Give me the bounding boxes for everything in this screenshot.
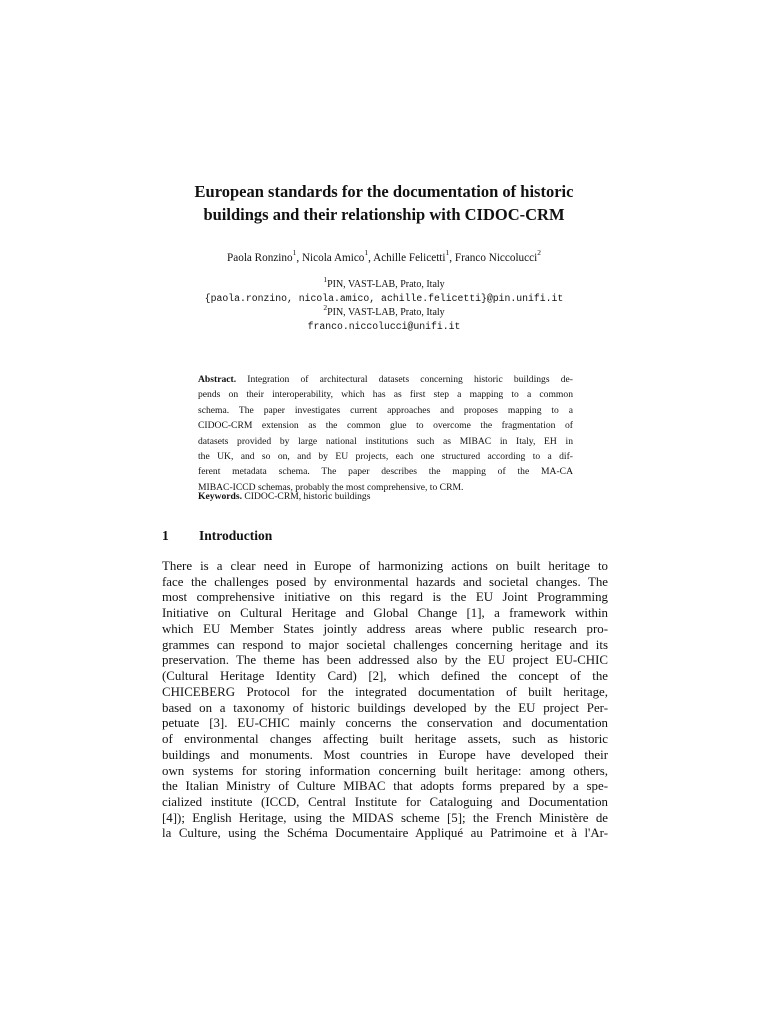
abstract-line: MIBAC-ICCD schemas, probably the most comprehensive, to CRM. bbox=[198, 481, 464, 493]
title-line-1: European standards for the documentation of historic bbox=[194, 182, 574, 201]
affiliation-2 bbox=[130, 302, 638, 320]
body-line: [4]); English Heritage, using the MIDAS scheme [5]; the French Ministère de bbox=[162, 810, 608, 825]
body-line: face the challenges posed by environmental hazards and societal changes. The bbox=[162, 574, 608, 589]
affiliation-marker: 1 bbox=[292, 248, 297, 258]
section-heading bbox=[162, 527, 272, 545]
section-title: Introduction bbox=[199, 528, 273, 543]
body-line: the Italian Ministry of Culture MIBAC that adopts forms prepared by a spe- bbox=[162, 779, 608, 794]
keywords-text: CIDOC-CRM, historic buildings bbox=[244, 491, 371, 502]
body-line: CHICEBERG Protocol for the integrated documentation of built heritage, bbox=[162, 684, 608, 699]
abstract-line: ferent metadata schema. The paper describes the mapping of the MA-CA bbox=[198, 466, 573, 478]
author-name: Franco Niccolucci bbox=[454, 252, 538, 264]
abstract bbox=[198, 372, 573, 495]
body-line: based on a taxonomy of historic buildings developed by the EU project Per- bbox=[162, 700, 608, 715]
section-number: 1 bbox=[162, 528, 169, 543]
abstract-line: schema. The paper investigates current approaches and proposes mapping to a bbox=[198, 404, 573, 416]
abstract-line: CIDOC-CRM extension as the common glue to overcome the fragmentation of bbox=[198, 420, 573, 432]
author-name: Nicola Amico bbox=[301, 252, 365, 264]
abstract-line: pends on their interoperability, which has as first step a mapping to a common bbox=[198, 389, 573, 401]
author-name: Paola Ronzino bbox=[227, 252, 293, 264]
body-line: There is a clear need in Europe of harmonizing actions on built heritage to bbox=[162, 559, 608, 573]
body-line: petuate [3]. EU-CHIC mainly concerns the conservation and documentation bbox=[162, 716, 608, 731]
affiliation-mark: 1 bbox=[323, 274, 328, 284]
affiliation-2-email: franco.niccolucci@unifi.it bbox=[307, 321, 461, 332]
abstract-line: datasets provided by large national institutions such as MIBAC in Italy, EH in bbox=[198, 435, 573, 447]
author-list: Paola Ronzino$^1$, Nicola Amico$^1$, Achille Felicetti$^1$, Franco Niccolucci$^2$ bbox=[227, 248, 541, 264]
body-line: most comprehensive initiative on this regard is the EU Joint Programming bbox=[162, 590, 608, 605]
body-text bbox=[162, 559, 608, 842]
abstract-label: Abstract. bbox=[198, 374, 237, 385]
affiliation-text: PIN, VAST-LAB, Prato, Italy bbox=[327, 279, 445, 290]
affiliation-marker: 2 bbox=[537, 248, 541, 258]
body-line: of environmental changes affecting built heritage assets, such as historic bbox=[162, 732, 608, 747]
title-line-2: buildings and their relationship with CIDOC-CRM bbox=[203, 205, 565, 224]
author-name: Achille Felicetti bbox=[373, 252, 446, 264]
abstract-text: Integration of architectural datasets concerning historic buildings de- bbox=[247, 374, 573, 385]
body-line: Initiative on Cultural Heritage and Global Change [1], a framework within bbox=[162, 606, 608, 621]
body-line: preservation. The theme has been addressed also by the EU project EU-CHIC bbox=[162, 653, 608, 668]
body-line: own systems for storing information concerning built heritage: among others, bbox=[162, 763, 608, 778]
paper-title bbox=[150, 180, 618, 226]
affiliation-1 bbox=[130, 274, 638, 292]
affiliation-text: PIN, VAST-LAB, Prato, Italy bbox=[327, 307, 445, 318]
affiliation-marker: 1 bbox=[445, 248, 450, 258]
body-line: grammes can respond to major societal challenges concerning heritage and its bbox=[162, 637, 608, 652]
abstract-line bbox=[198, 372, 573, 387]
affiliation-marker: 1 bbox=[364, 248, 369, 258]
affiliations bbox=[130, 274, 638, 334]
abstract-line: the UK, and so on, and by EU projects, each one structured according to a dif- bbox=[198, 451, 573, 463]
body-line: cialized institute (ICCD, Central Institute for Cataloguing and Documentation bbox=[162, 795, 608, 810]
body-line: la Culture, using the Schéma Documentaire Appliqué au Patrimoine et à l'Ar- bbox=[162, 826, 608, 841]
keywords bbox=[198, 490, 573, 504]
affiliation-mark: 2 bbox=[323, 302, 328, 312]
affiliation-1-email: {paola.ronzino, nicola.amico, achille.felicetti}@pin.unifi.it bbox=[204, 293, 564, 304]
keywords-label: Keywords. bbox=[198, 491, 242, 502]
body-line: which EU Member States jointly address areas where public research pro- bbox=[162, 621, 608, 636]
body-line: buildings and monuments. Most countries in Europe have developed their bbox=[162, 747, 608, 762]
body-line: (Cultural Heritage Identity Card) [2], which defined the concept of the bbox=[162, 669, 608, 684]
